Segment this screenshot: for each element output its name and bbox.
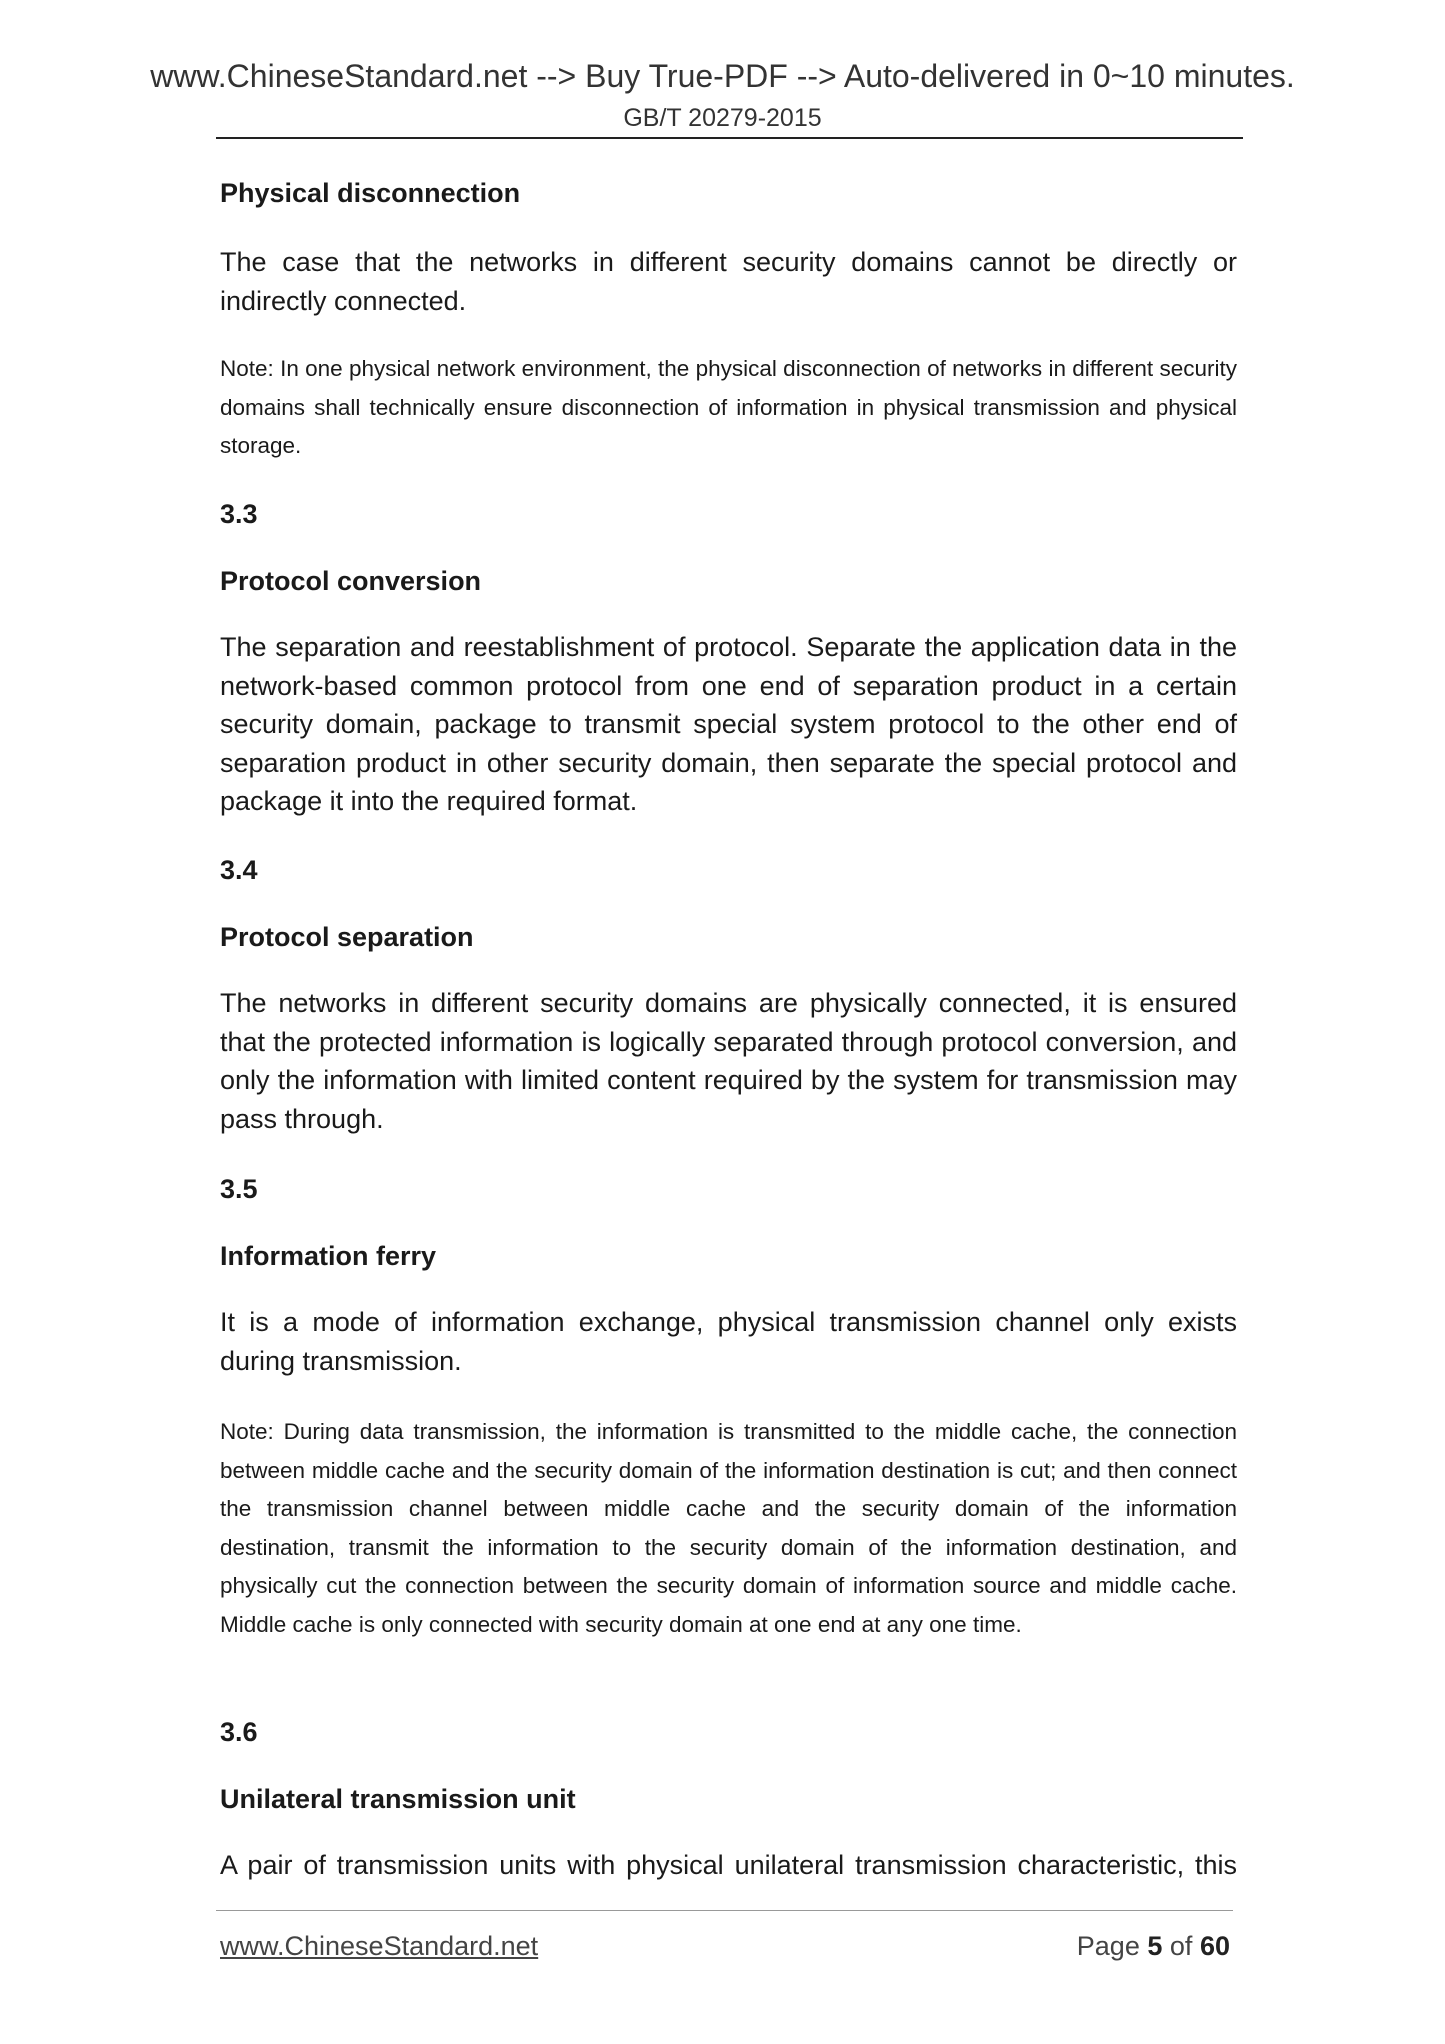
site-banner: www.ChineseStandard.net --> Buy True-PDF --> Auto-delivered in 0~10 minutes. — [150, 58, 1295, 94]
term-title-information-ferry: Information ferry — [220, 1241, 437, 1271]
footer-site-link[interactable]: www.ChineseStandard.net — [220, 1931, 539, 1961]
standard-number: GB/T 20279-2015 — [623, 104, 822, 132]
page-indicator — [1077, 1929, 1230, 1963]
note-physical-disconnection: Note: In one physical network environment, the physical disconnection of networks in different security domains shall technically ensure disconnection of information in physical transmission and physical storage. — [220, 356, 1237, 458]
term-title-unilateral-transmission-unit: Unilateral transmission unit — [220, 1784, 576, 1814]
page-total: 60 — [1199, 1931, 1230, 1961]
section-number-3-3: 3.3 — [220, 499, 258, 529]
section-number-3-4: 3.4 — [220, 855, 258, 885]
definition-physical-disconnection: The case that the networks in different security domains cannot be directly or indirectly connected. — [220, 247, 1237, 316]
note-information-ferry: Note: During data transmission, the information is transmitted to the middle cache, the connection between middle cache and the security domain of the information destination is cut; and then connect the transmission channel between middle cache and the security domain of the information destination, transmit the information to the security domain of the information destination, and physically cut the connection between the security domain of information source and middle cache. Middle cache is only connected with security domain at one end at any one time. — [220, 1419, 1237, 1637]
section-number-3-6: 3.6 — [220, 1717, 258, 1747]
page-of-label: of — [1169, 1931, 1193, 1961]
definition-protocol-separation: The networks in different security domains are physically connected, it is ensured that the protected information is logically separated through protocol conversion, and only the information with limited content required by the system for transmission may pass through. — [220, 988, 1237, 1134]
footer-divider — [216, 1910, 1233, 1911]
header-divider — [216, 137, 1243, 139]
page-label: Page — [1076, 1931, 1140, 1961]
term-title-physical-disconnection: Physical disconnection — [220, 178, 521, 208]
section-number-3-5: 3.5 — [220, 1174, 258, 1204]
definition-protocol-conversion: The separation and reestablishment of protocol. Separate the application data in the network-based common protocol from one end of separation product in a certain security domain, package to transmit special system protocol to the other end of separation product in other security domain, then separate the special protocol and package it into the required format. — [220, 632, 1237, 816]
term-title-protocol-conversion: Protocol conversion — [220, 566, 482, 596]
definition-information-ferry: It is a mode of information exchange, physical transmission channel only exists during transmission. — [220, 1307, 1237, 1376]
definition-unilateral-transmission-unit: A pair of transmission units with physical unilateral transmission characteristic, this — [220, 1850, 1237, 1880]
page-number: 5 — [1147, 1931, 1163, 1961]
term-title-protocol-separation: Protocol separation — [220, 922, 474, 952]
